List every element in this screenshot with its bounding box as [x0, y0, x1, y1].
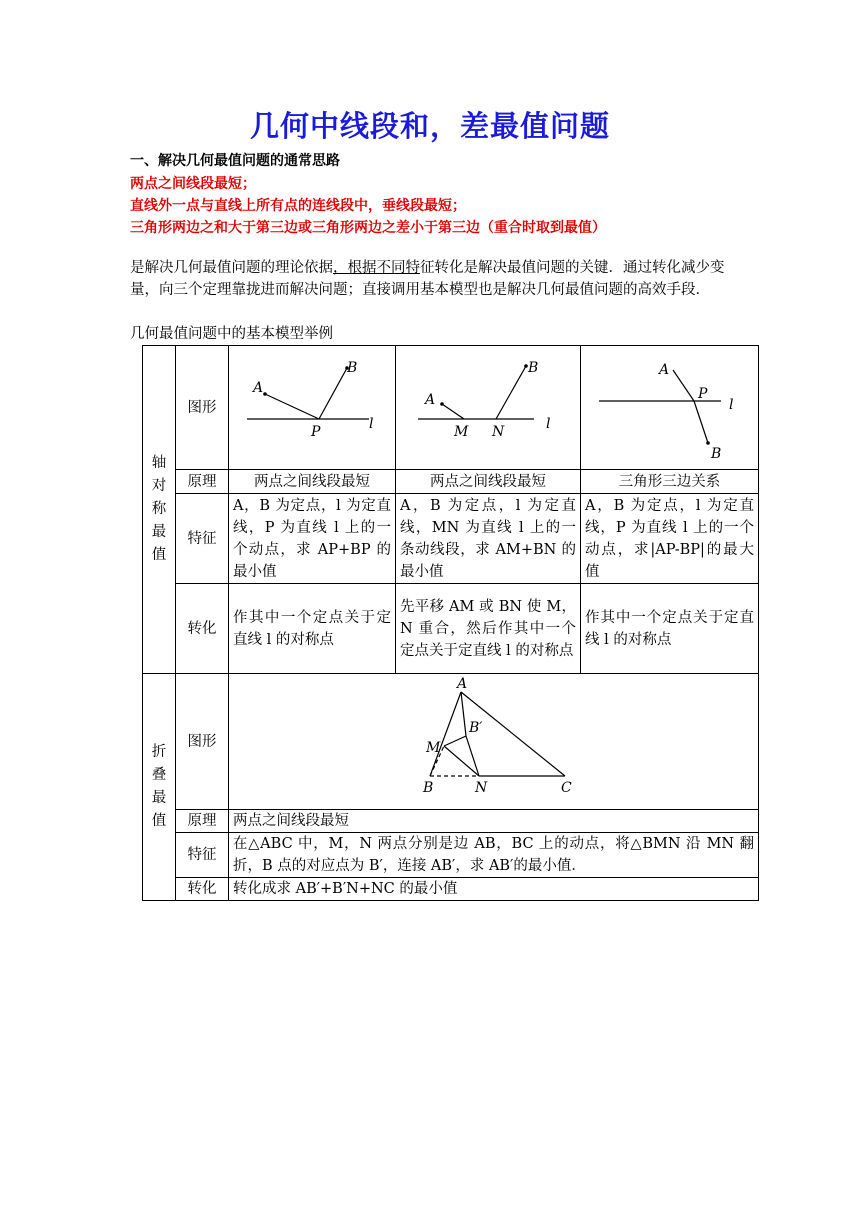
svg-text:A: A: [659, 362, 670, 378]
section-heading: 一、解决几何最值问题的通常思路: [130, 153, 340, 169]
feature-3: A，B 为定点，l 为定直线，P 为直线 l 上的一个动点，求|AP-BP|的最大值: [581, 494, 759, 584]
principle-3: 三角形三边关系: [581, 470, 759, 494]
row-label-principle-2: 原理: [176, 810, 229, 833]
svg-text:A: A: [457, 676, 468, 692]
row-label-feature-2: 特征: [176, 833, 229, 878]
svg-text:M: M: [454, 424, 469, 440]
svg-text:P: P: [698, 386, 708, 402]
intro-paragraph: [130, 257, 740, 301]
figure-fold: [229, 674, 757, 802]
model-table: [142, 345, 759, 901]
para-part2: ，根据不同特: [333, 260, 420, 276]
row-label-feature: 特征: [176, 494, 229, 584]
svg-text:A: A: [253, 380, 264, 396]
red-line-3: 三角形两边之和大于第三边或三角形两边之差小于第三边（重合时取到最值）: [130, 220, 606, 236]
group2-label: 折 叠 最 值: [143, 674, 176, 901]
svg-text:M: M: [426, 740, 441, 756]
transform-4: 转化成求 AB′+B′N+NC 的最小值: [229, 878, 759, 901]
group1-label: 轴 对 称 最 值: [143, 346, 176, 674]
transform-1: 作其中一个定点关于定直线 l 的对称点: [229, 584, 396, 674]
figure-axis-3: [581, 346, 758, 462]
svg-text:l: l: [546, 416, 551, 432]
row-label-figure: 图形: [176, 346, 229, 470]
red-line-1: 两点之间线段最短；: [130, 176, 256, 192]
figure-3-cell: [581, 346, 759, 470]
figure-2-cell: [396, 346, 581, 470]
row-label-transform-2: 转化: [176, 878, 229, 901]
svg-text:B: B: [347, 360, 358, 376]
row-label-principle: 原理: [176, 470, 229, 494]
svg-text:l: l: [729, 397, 734, 413]
page-title: 几何中线段和，差最值问题: [249, 109, 610, 143]
para-part1: 是解决几何最值问题的理论依据: [130, 260, 333, 276]
figure-axis-1: [229, 346, 395, 462]
svg-text:C: C: [561, 780, 572, 796]
table-caption: 几何最值问题中的基本模型举例: [130, 326, 333, 342]
svg-text:l: l: [369, 416, 374, 432]
svg-text:B′: B′: [469, 720, 483, 736]
svg-text:A: A: [425, 392, 436, 408]
svg-text:B: B: [528, 360, 539, 376]
svg-text:P: P: [311, 424, 321, 440]
para-part3: 征转化是解决最值问题的关键．通过转化减少变量，向三个定理靠拢进而解决问题；直接调用基本模型也是解决几何最值问题的高效手段．: [130, 260, 725, 298]
feature-2: A，B 为定点，l 为定直线，MN 为直线 l 上的一条动线段，求 AM+BN 的最小值: [396, 494, 581, 584]
svg-text:N: N: [475, 780, 488, 796]
row-label-figure-2: 图形: [176, 674, 229, 810]
feature-1: A，B 为定点，l 为定直线，P 为直线 l 上的一个动点，求 AP+BP 的最小值: [229, 494, 396, 584]
principle-4: 两点之间线段最短: [229, 810, 759, 833]
svg-text:B: B: [711, 446, 722, 462]
svg-text:B: B: [423, 780, 434, 796]
transform-3: 作其中一个定点关于定直线 l 的对称点: [581, 584, 759, 674]
figure-1-cell: [229, 346, 396, 470]
svg-text:N: N: [492, 424, 505, 440]
transform-2: 先平移 AM 或 BN 使 M，N 重合，然后作其中一个定点关于定直线 l 的对称点: [396, 584, 581, 674]
red-line-2: 直线外一点与直线上所有点的连线段中，垂线段最短；: [130, 198, 466, 214]
figure-4-cell: [229, 674, 759, 810]
principle-2: 两点之间线段最短: [396, 470, 581, 494]
principle-1: 两点之间线段最短: [229, 470, 396, 494]
figure-axis-2: [396, 346, 580, 462]
feature-4: 在△ABC 中，M，N 两点分别是边 AB，BC 上的动点，将△BMN 沿 MN 翻折，B 点的对应点为 B′，连接 AB′，求 AB′的最小值．: [229, 833, 759, 878]
row-label-transform: 转化: [176, 584, 229, 674]
